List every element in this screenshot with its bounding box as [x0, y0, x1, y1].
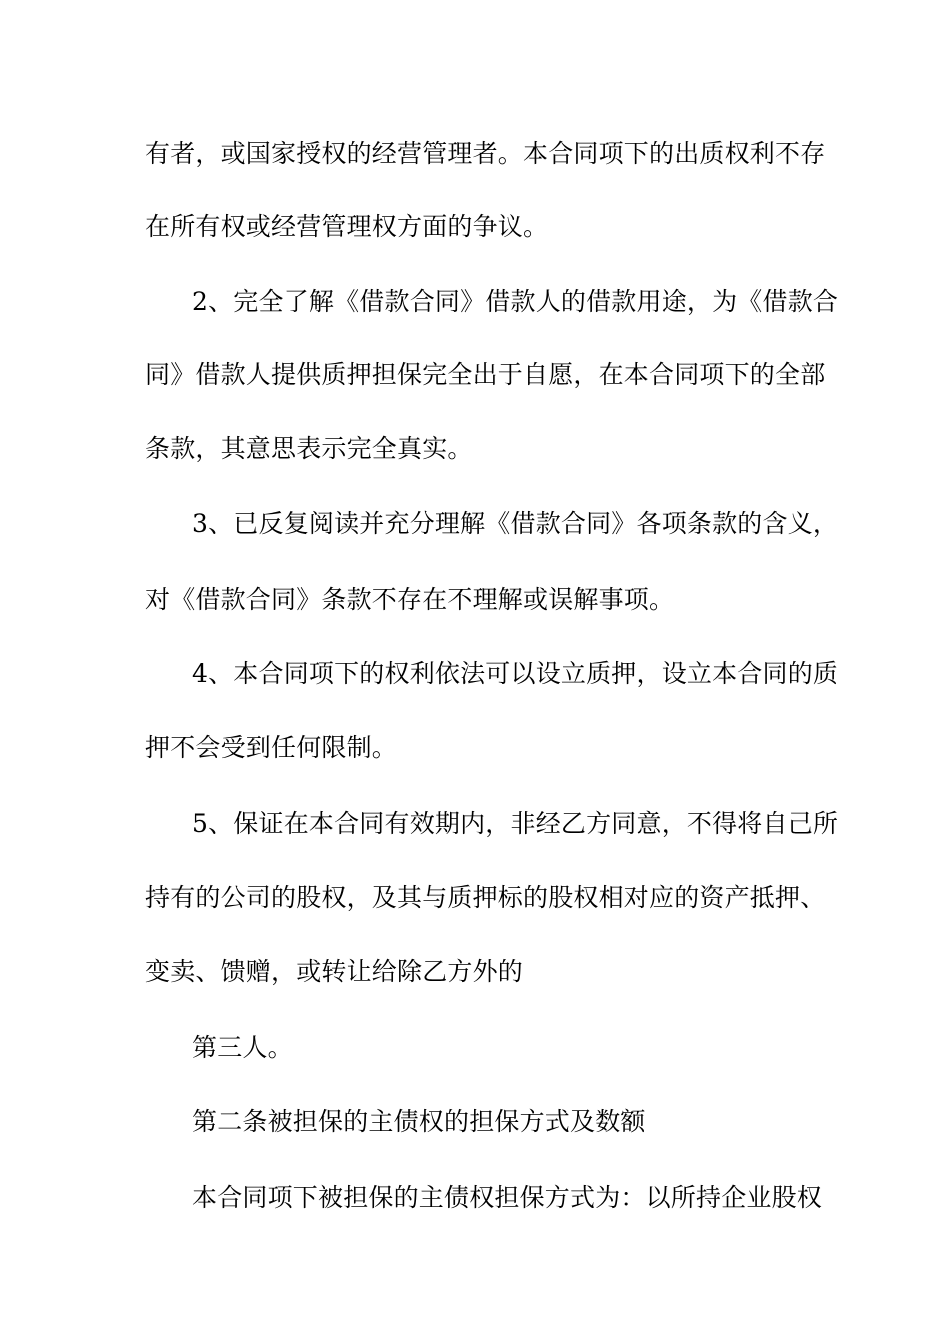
text-line: 同》借款人提供质押担保完全出于自愿，在本合同项下的全部 [145, 360, 826, 389]
text-line: 条款，其意思表示完全真实。 [145, 434, 473, 463]
text-line: 第三人。 [192, 1033, 293, 1062]
text-line: 变卖、馈赠，或转让给除乙方外的 [145, 957, 524, 986]
text-line: 对《借款合同》条款不存在不理解或误解事项。 [145, 585, 675, 614]
section-heading: 第二条被担保的主债权的担保方式及数额 [192, 1107, 646, 1136]
text-line: 2、完全了解《借款合同》借款人的借款用途，为《借款合 [192, 287, 839, 316]
text-line: 5、保证在本合同有效期内，非经乙方同意，不得将自己所 [192, 809, 839, 838]
text-line: 本合同项下被担保的主债权担保方式为：以所持企业股权 [192, 1183, 823, 1212]
text-line: 持有的公司的股权，及其与质押标的股权相对应的资产抵押、 [145, 883, 826, 912]
text-line: 有者，或国家授权的经营管理者。本合同项下的出质权利不存 [145, 139, 826, 168]
text-line: 押不会受到任何限制。 [145, 733, 398, 762]
text-line: 3、已反复阅读并充分理解《借款合同》各项条款的含义， [192, 509, 839, 538]
text-line: 在所有权或经营管理权方面的争议。 [145, 212, 549, 241]
text-line: 4、本合同项下的权利依法可以设立质押，设立本合同的质 [192, 659, 839, 688]
